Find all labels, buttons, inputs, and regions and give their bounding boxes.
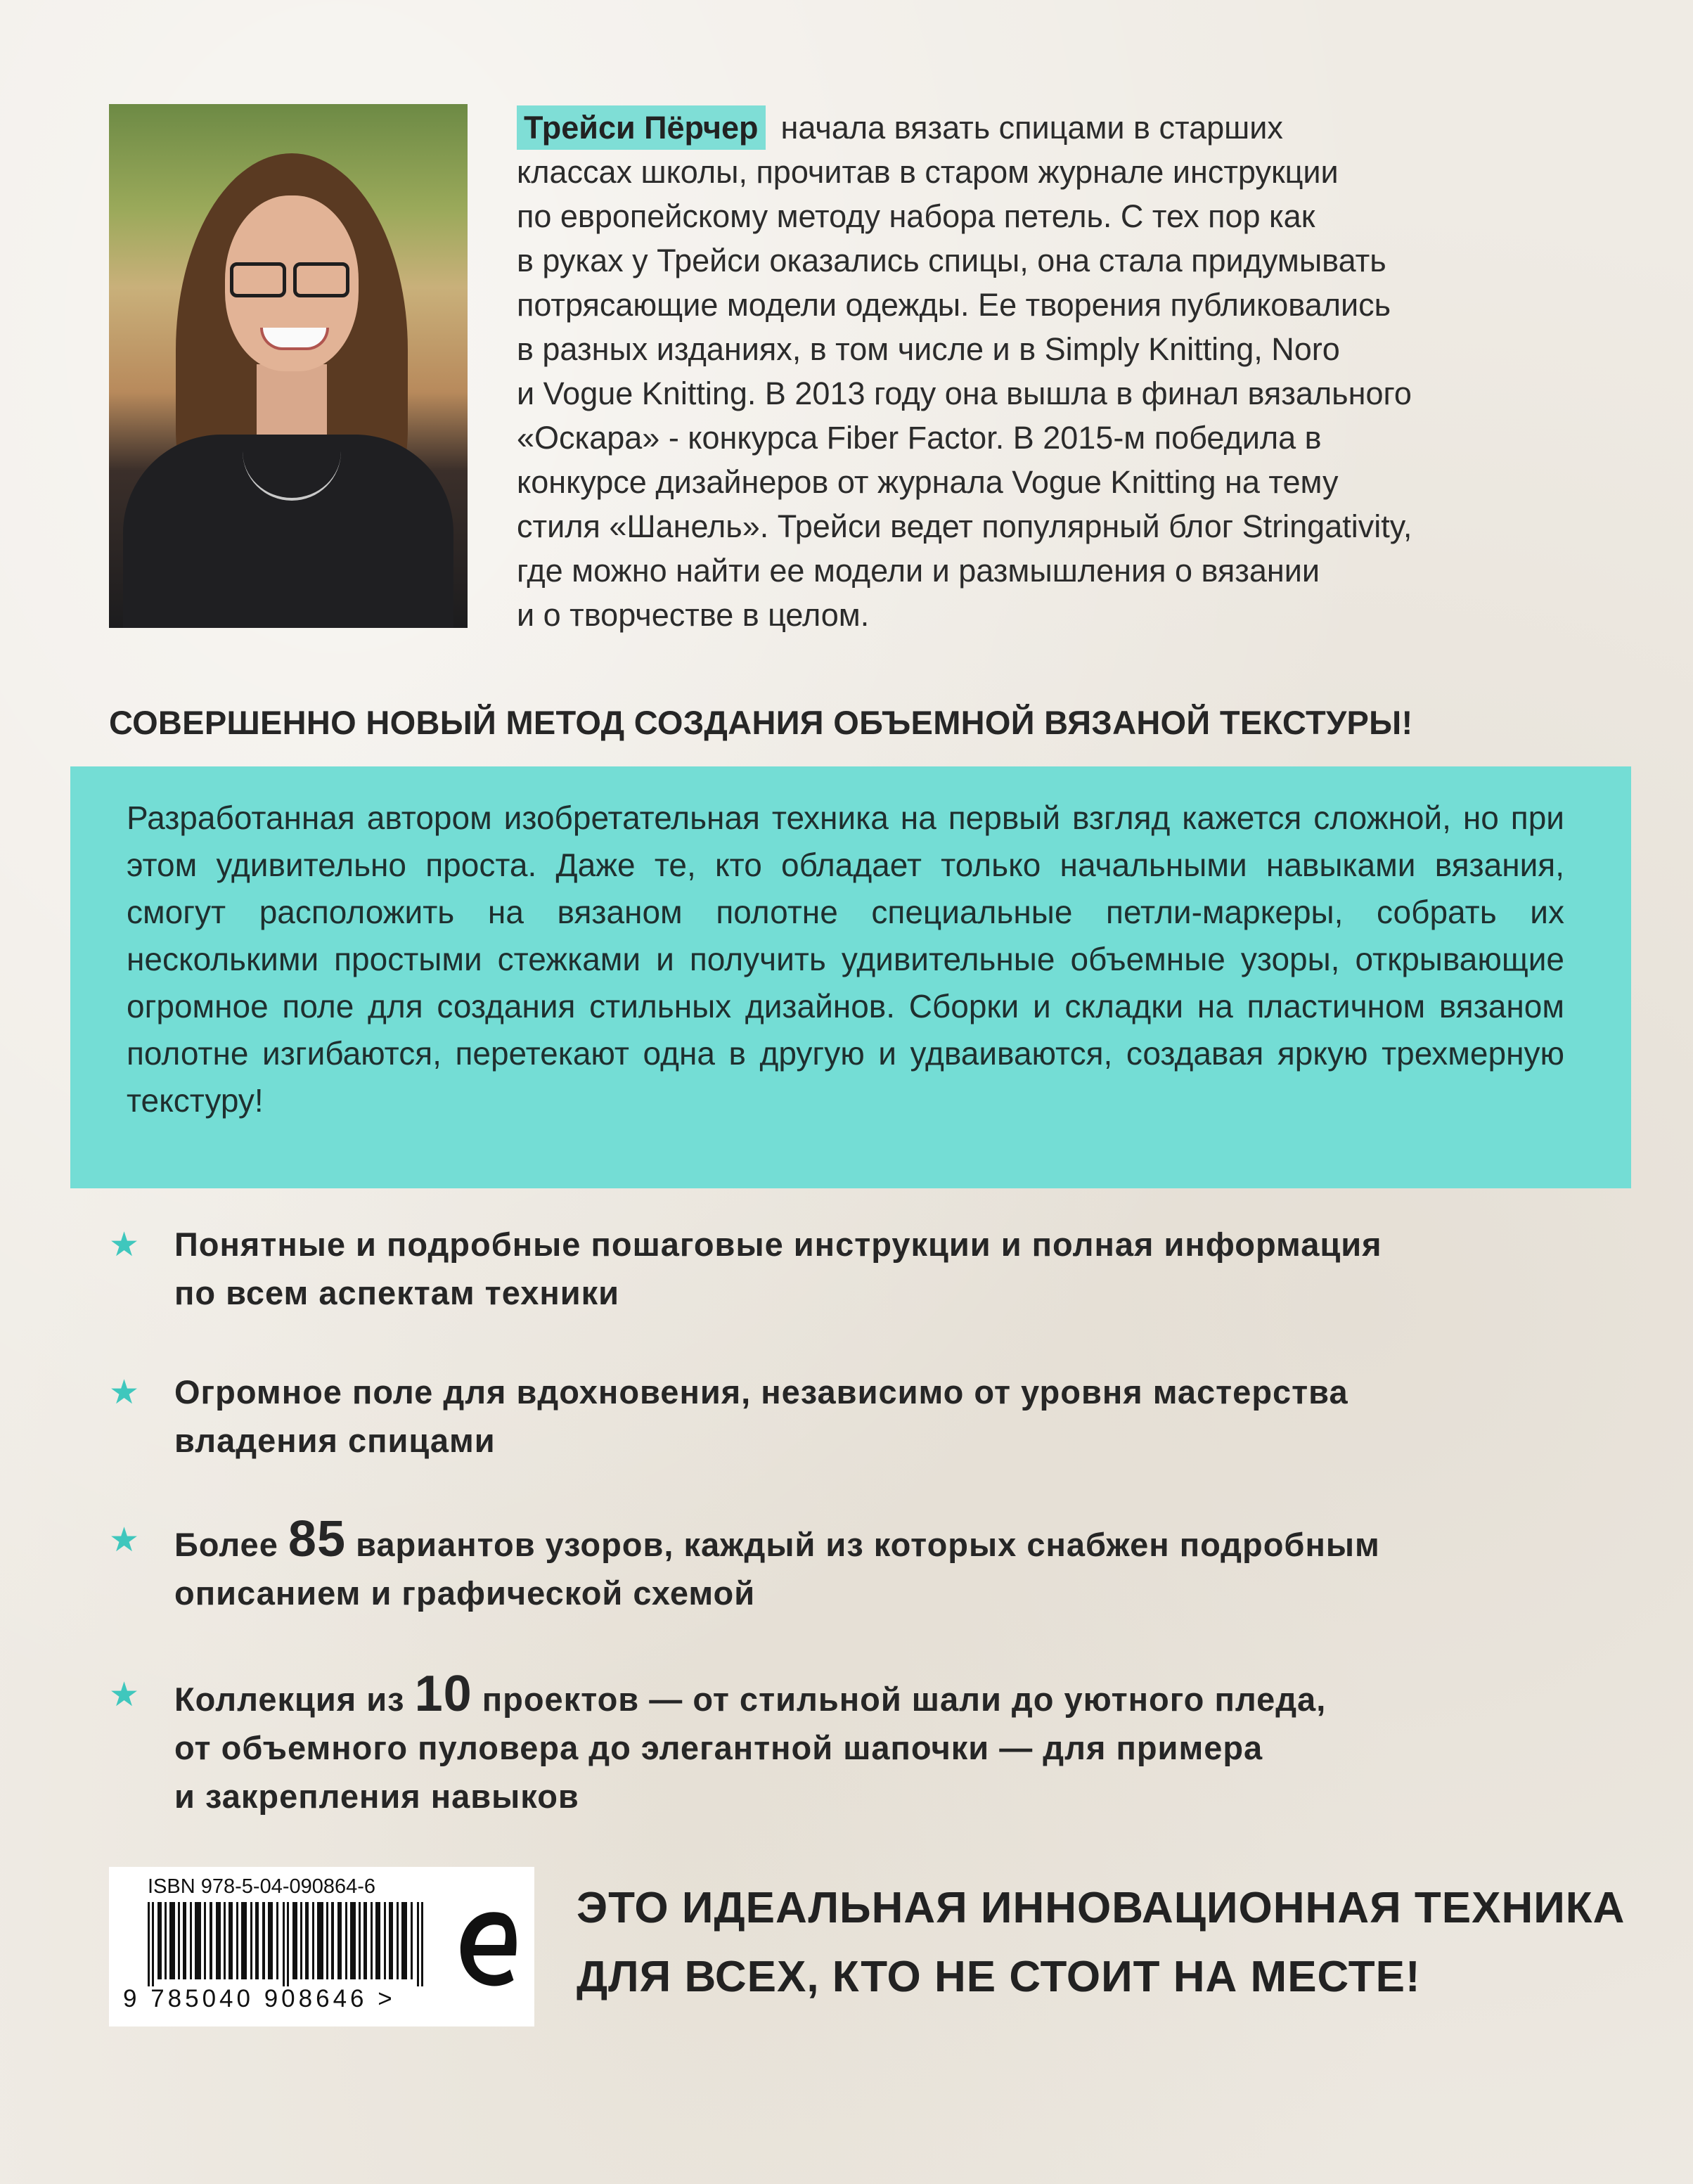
author-bio-line: конкурсе дизайнеров от журнала Vogue Knitting на тему (517, 464, 1339, 500)
feature-suffix: вариантов узоров, каждый из которых снабжен подробным (356, 1526, 1380, 1563)
feature-line: по всем аспектам техники (174, 1274, 620, 1311)
feature-suffix: проектов — от стильной шали до уютного пледа, (482, 1681, 1327, 1718)
author-bio-line: начала вязать спицами в старших (780, 110, 1283, 146)
author-bio-line: «Оскара» - конкурса Fiber Factor. В 2015-м победила в (517, 420, 1322, 456)
star-icon: ★ (109, 1373, 140, 1412)
author-name: Трейси Пёрчер (517, 105, 766, 150)
author-bio-line: классах школы, прочитав в старом журнале инструкции (517, 154, 1339, 190)
publisher-logo-icon (452, 1899, 526, 1998)
star-icon: ★ (109, 1225, 140, 1264)
description-text: Разработанная автором изобретательная техника на первый взгляд кажется сложной, но при этом удивительно проста. Даже те, кто обладает только начальными навыками вязания, смогут расположить на вязаном полотне специальные петли-маркеры, собрать их несколькими простыми стежками и получить удивительные объемные узоры, открывающие огромное поле для создания стильных дизайнов. Сборки и складки на пластичном вязаном полотне изгибаются, перетекают одна в другую и удваиваются, создавая яркую трехмерную текстуру! (127, 799, 1564, 1119)
headline: СОВЕРШЕННО НОВЫЙ МЕТОД СОЗДАНИЯ ОБЪЕМНОЙ ВЯЗАНОЙ ТЕКСТУРЫ! (109, 704, 1413, 741)
author-bio-line: и Vogue Knitting. В 2013 году она вышла в финал вязального (517, 375, 1412, 411)
author-bio-line: потрясающие модели одежды. Ее творения публиковались (517, 287, 1391, 323)
slogan-line: ЭТО ИДЕАЛЬНАЯ ИННОВАЦИОННАЯ ТЕХНИКА (577, 1884, 1626, 1932)
isbn-box (109, 1867, 534, 2026)
author-bio (517, 105, 1550, 637)
feature-number: 85 (288, 1511, 346, 1567)
slogan-line: ДЛЯ ВСЕХ, КТО НЕ СТОИТ НА МЕСТЕ! (577, 1953, 1421, 2001)
author-bio-line: по европейскому методу набора петель. С тех пор как (517, 198, 1315, 234)
author-bio-line: стиля «Шанель». Трейси ведет популярный блог Stringativity, (517, 508, 1412, 544)
star-icon: ★ (109, 1520, 140, 1560)
feature-line: описанием и графической схемой (174, 1574, 756, 1612)
author-bio-line: в разных изданиях, в том числе и в Simply Knitting, Noro (517, 331, 1340, 367)
feature-line: Огромное поле для вдохновения, независимо от уровня мастерства (174, 1373, 1348, 1411)
isbn-label: ISBN 978-5-04-090864-6 (148, 1875, 376, 1898)
feature-line: и закрепления навыков (174, 1778, 579, 1815)
author-photo (109, 104, 468, 628)
slogan (577, 1874, 1626, 2012)
feature-line (174, 1666, 1327, 1723)
feature-text (174, 1368, 1348, 1465)
feature-line (174, 1511, 1380, 1569)
feature-text (174, 1666, 1327, 1820)
author-bio-line: в руках у Трейси оказались спицы, она стала придумывать (517, 243, 1386, 278)
feature-number: 10 (414, 1666, 472, 1722)
description-panel (70, 766, 1631, 1188)
feature-prefix: Коллекция из (174, 1681, 405, 1718)
barcode-digits: 9 785040 908646 > (123, 1985, 396, 2012)
barcode (148, 1902, 429, 1986)
feature-text (174, 1220, 1382, 1317)
author-bio-first-line (517, 105, 1550, 150)
feature-line: от объемного пуловера до элегантной шапочки — для примера (174, 1729, 1263, 1766)
star-icon: ★ (109, 1675, 140, 1714)
feature-text (174, 1511, 1380, 1617)
feature-prefix: Более (174, 1526, 278, 1563)
author-bio-line: и о творчестве в целом. (517, 597, 870, 633)
feature-line: Понятные и подробные пошаговые инструкции и полная информация (174, 1226, 1382, 1263)
feature-line: владения спицами (174, 1422, 496, 1459)
author-bio-line: где можно найти ее модели и размышления о вязании (517, 553, 1320, 589)
